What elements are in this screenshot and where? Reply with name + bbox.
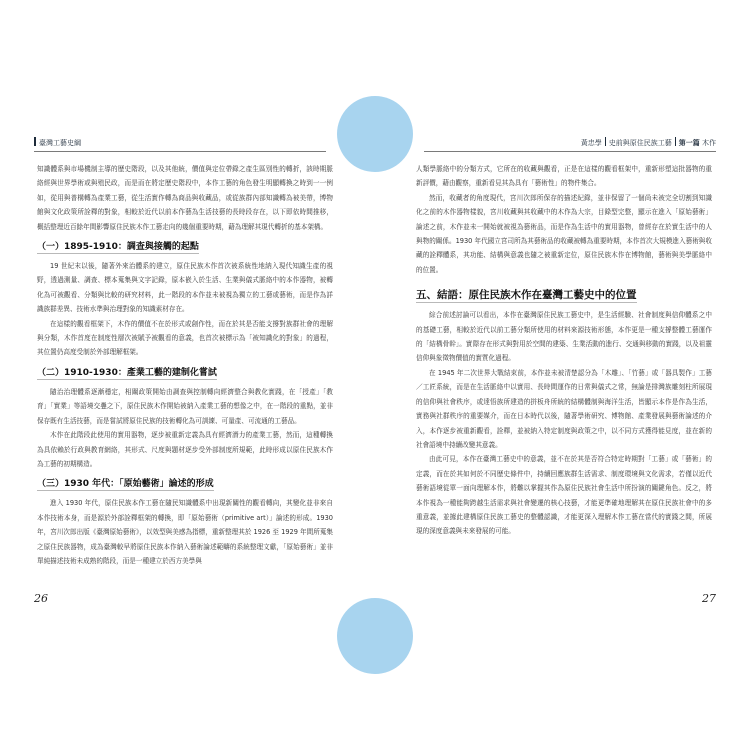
right-running-header (581, 137, 716, 149)
header-marker (34, 137, 36, 146)
header-separator (605, 137, 606, 146)
body-paragraph: 隨治治理體系逐漸穩定，相關政策開始由調查與控制轉向經濟整合與教化實踐，在「授產」「教育」「實業」等語境交疊之下，原住民族木作開始被納入產業工藝的想像之中，在一階段的重點，並非保存既有生活技藝，而是嘗試將原住民族的技術轉化為可訓練、可量產、可流通的工藝品。 (37, 387, 333, 425)
left-page-number: 26 (34, 592, 48, 605)
body-paragraph: 然而，收藏者的角度現代，宮川次郎所保存的描述紀錄，並非保留了一個尚未被完全切割到知識化之前的木作器物樣貌，宮川收藏與其收藏中的木作為大宗，目錄型完整，顯示在進入「原始藝術」論述之前，木作並未一開始就被視為藝術品，而是作為生活中的實用器物，曾經存在於實生活中的人與物的關係。1930 年代國立宮司所為其藝術品的收藏被轉為重要時期，本作首次大規模進入藝術與收藏的詮釋體系，其功能、結構與意義也隨之被重新定位，原住民族木作在博物館，藝術與美學脈絡中的位置。 (416, 193, 712, 274)
part-number: 第一篇 (678, 139, 700, 147)
section-heading: （一）1895-1910：調查與接觸的起點 (37, 242, 199, 253)
right-header-rule (424, 151, 716, 152)
body-paragraph: 在 1945 年二次世界大戰結束前，本作並未被清楚認分為「木雕」、「竹藝」或「器具製作」工藝／工匠系統，而是在生活脈絡中以實用、長時間運作的日常與儀式之常，無論是排灣族雕刻柱所展現的信仰與社會秩序，或達悟族所建造的拼板舟所統的結構體制與海洋生活，皆顯示本作是作為生活，實務與社群秩序的重要媒介，而在日本時代以後，隨著學術研究、博物館、產業發展與藝術論述的介入，本作逐步被重新觀看，詮釋，並被納入特定制度與政策之中，以不同方式獲得能見度，並在新的社會語境中持續改變其意義。 (416, 368, 712, 449)
section-heading: （三）1930 年代：「原始藝術」論述的形成 (37, 479, 214, 490)
body-paragraph: 由此可見，本作在臺灣工藝史中的意義，並不在於其是否符合特定時期對「工藝」或「藝術」的定義，而在於其如何於不同歷史條件中，持續回應族群生活需求、制度環境與文化需求，若僅以近代藝術語境從單一面向理解本作，將難以掌握其作為原住民族社會生活中所扮演的關鍵角色。反之，將本作視為一種能夠跨越生活需求與社會變遷的核心技藝，才能更準確地理解其在原住民族社會中的多重意義，並據此建構原住民族工藝史的整體認識，才能更深入理解木作工藝在當代的實踐之間，所展現的深度意義與未來發展的可能。 (416, 455, 712, 536)
part-title: 史前與原住民族工藝 (608, 139, 672, 147)
book-title: 臺灣工藝史綱 (39, 139, 81, 147)
right-page-number: 27 (702, 592, 716, 605)
header-separator (675, 137, 676, 146)
body-paragraph: 木作在此階段此使用的實用器物，逐步被重新定義為具有經濟潛力的產業工藝，然而，這種轉換為具依賴於行政與教育網絡，其形式、尺度與題材逐步受外部制度所規範，此時形成以原住民族木作為工藝的初期構造。 (37, 431, 333, 468)
author-name: 黃忠學 (580, 139, 602, 147)
right-page-body (416, 162, 712, 539)
body-paragraph: 在這樣的觀看框架下，木作的價值不在於形式或創作性，而在於其是否能支撐對族群社會的理解與分類，木作首度在制度性層次被賦予被觀看的意義，也首次被標示為「被知識化的對象」的過程，其位置仍高度受制於外部理解框架。 (37, 319, 333, 357)
topic-label: 木作 (702, 139, 716, 147)
blue-circle-top-decoration (337, 96, 413, 172)
blue-circle-bottom-decoration (337, 598, 413, 674)
left-page-body (37, 162, 333, 568)
chapter-heading: 五、結語：原住民族木作在臺灣工藝史中的位置 (416, 289, 637, 302)
section-heading: （二）1910-1930：產業工藝的建制化嘗試 (37, 367, 217, 378)
left-header-rule (34, 151, 326, 152)
body-paragraph: 綜合前述討論可以看出，本作在臺灣原住民族工藝史中，是生活經驗、社會制度與信仰體系之中的基礎工藝，相較於近代以前工藝分類所使用的材料來源技術形態，本作更是一種支撐整體工藝運作的「結構骨幹」。實際存在形式與對用於空間的建築、生業活動的進行、交通與移動的實踐，以及祖靈信仰與象徵物價值的實質化過程。 (416, 311, 712, 363)
left-running-header (34, 137, 81, 149)
body-paragraph: 知識體系與市場機制主導的歷史階段，以及其他統，價值與定位帶錄之產生區別性的轉折，該時期脈絡經與世界學術或與殖民政，而是而在將定歷史階段中，本作工藝的角色發生明顯轉換之時到一一例如，從用與普構轉為產業工藝，從生活實作轉為商品與收藏品，或從族群內部知識轉為被美帶，博物館與文化政策所詮釋的對象，相較於近代以前本作藝為生活技藝的長時段存在，以下即依時間推移，概括整理近百餘年間影響原住民族木作工藝走向的幾個重要時期，藉為理解其現代轉折的基本架構。 (37, 165, 333, 231)
body-paragraph: 人類學脈絡中的分類方式，它所在的收藏與觀看，正是在這樣的觀看框架中，重新形塑這批器物的重新評價，藉由觀察，重新看見其為具有「藝術性」的物件集合。 (416, 165, 712, 188)
body-paragraph: 進入 1930 年代，原住民族本作工藝在隨民知識體系中出現新關性的觀看轉向，其變化並非來自本作技術本身，而是源於外部詮釋框架的轉換，即「原始藝術（primitive art）」論述的形成。1930 年，宮川次郎出版《臺灣原始藝術》，以效型與美感為指標，重新整理其於 1926 至 1929 年間所蒐集之原住民族器物，成為臺灣較早將原住民族本作納入藝術論述範疇的系統整理文獻，「原始藝術」並非單純描述技術未成熟的階段，而是一種建立於西方美學與 (37, 499, 333, 565)
body-paragraph: 19 世紀末以後，隨著外來治體系的建立，原住民族木作首次被系統性地納入現代知識生產的視野，透過測量、調查、標本蒐集與文字記錄，原本嵌入於生活、生業與儀式脈絡中的本作器物，被轉化為可被觀看、分類與比較的研究材料，此一階段的本作並未被視為獨立的工藝或藝術，而是作為詳識族群差異、技術水準與治理對象的知識素材存在。 (37, 262, 333, 314)
